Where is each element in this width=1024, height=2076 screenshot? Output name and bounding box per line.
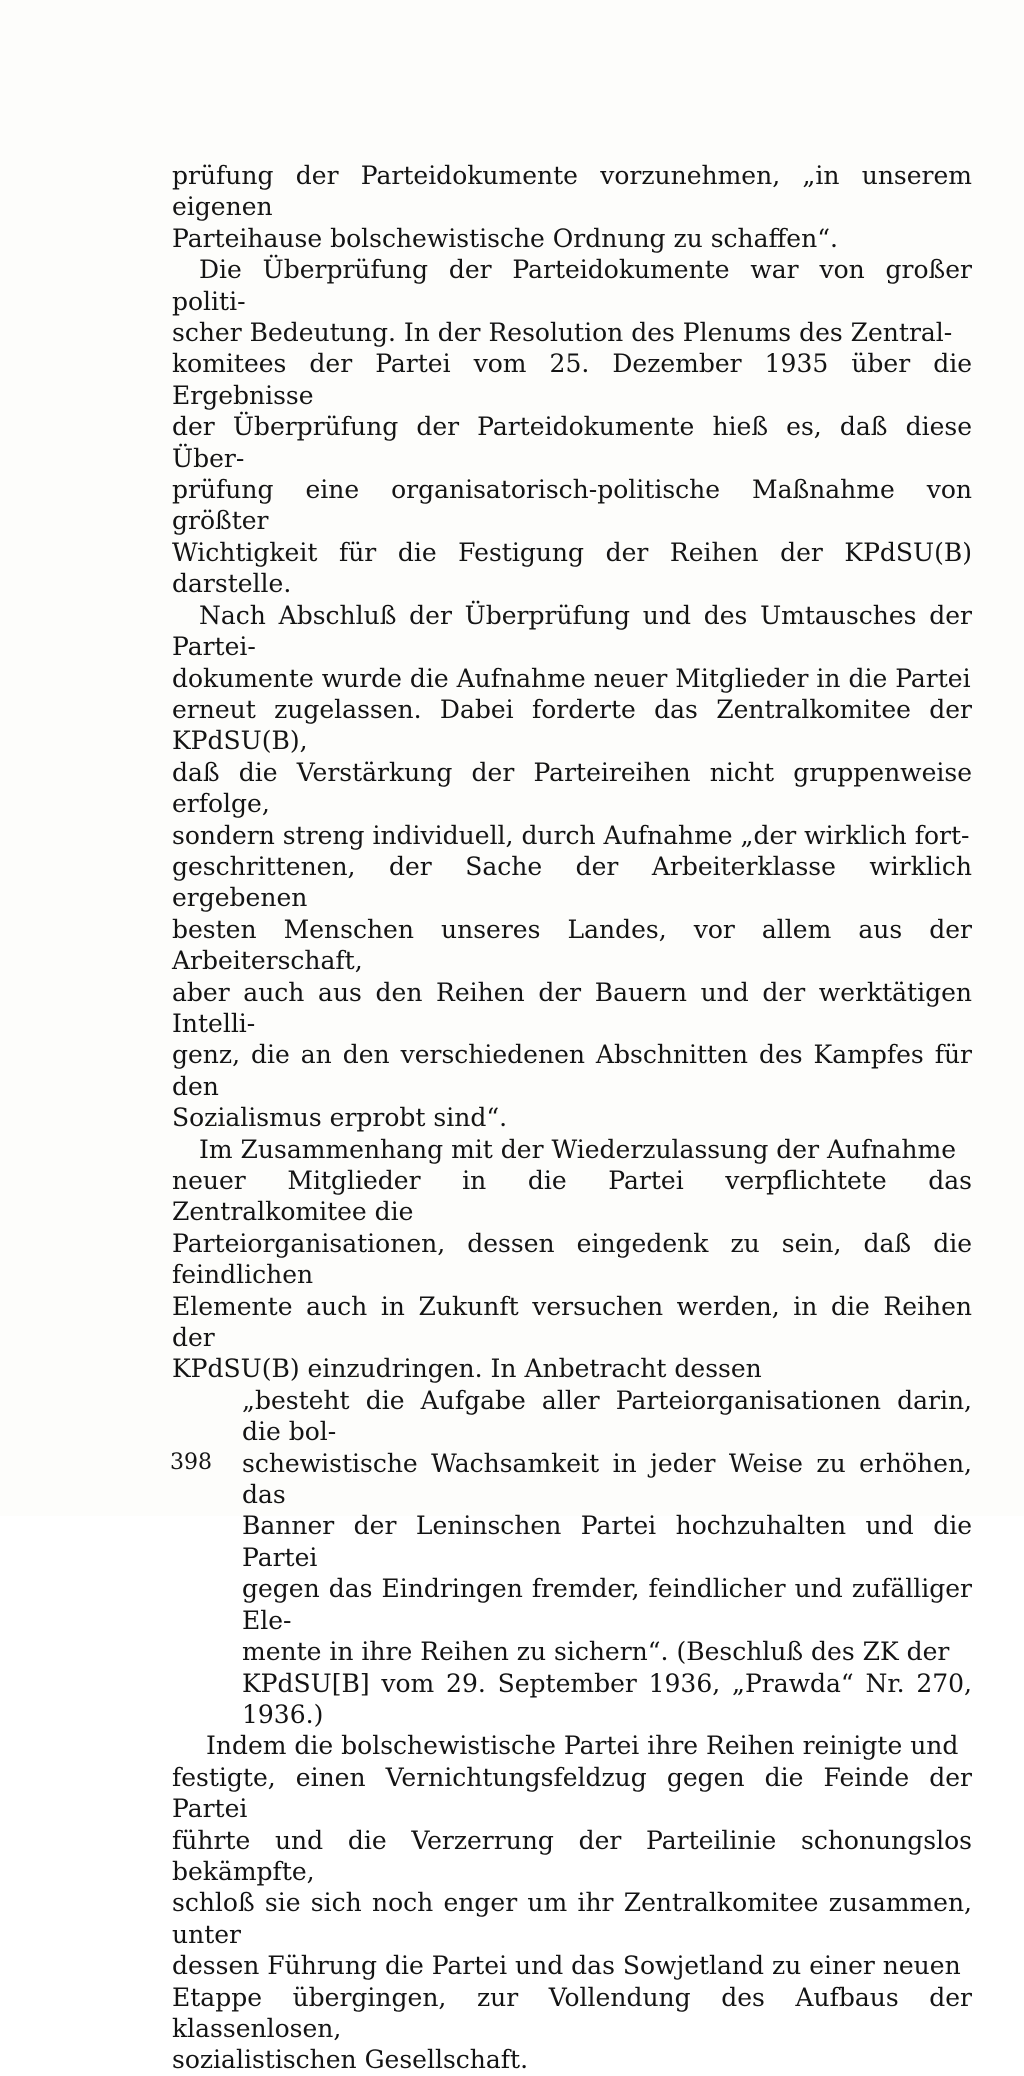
paragraph-3: Nach Abschluß der Überprüfung und des Umtausches der Partei- dokumente wurde die Aufnahme neuer Mitglieder in die Partei erneut zugelassen. Dabei forderte das Zentralkomitee der KPdSU(B), daß die Verstärkung der Parteireihen nicht gruppenweise erfolge, sondern streng individuell, durch Aufnahme „der wirklich fort- geschrittenen, der Sache der Arbeiterklasse wirklich ergebenen besten Menschen unseres Landes, vor allem aus der Arbeiterschaft, aber auch aus den Reihen der Bauern und der werktätigen Intelli- genz, die an den verschiedenen Abschnitten des Kampfes für den Sozialismus erprobt sind“.	[172, 600, 972, 1133]
page-number: 398	[170, 1450, 212, 1475]
block-quote: „besteht die Aufgabe aller Parteiorganisationen darin, die bol- schewistische Wachsamkeit in jeder Weise zu erhöhen, das Banner der Leninschen Partei hochzuhalten und die Partei gegen das Eindringen fremder, feindlicher und zufälliger Ele- mente in ihre Reihen zu sichern“. (Beschluß des ZK der KPdSU[B] vom 29. September 1936, „Prawda“ Nr. 270, 1936.)	[242, 1385, 972, 1729]
body-text	[172, 160, 972, 2076]
paragraph-1: prüfung der Parteidokumente vorzunehmen, „in unserem eigenen Parteihause bolschewistische Ordnung zu schaffen“.	[172, 161, 972, 253]
paragraph-4: Im Zusammenhang mit der Wiederzulassung der Aufnahme neuer Mitglieder in die Partei verpflichtete das Zentralkomitee die Parteiorganisationen, dessen eingedenk zu sein, daß die feindlichen Elemente auch in Zukunft versuchen werden, in die Reihen der KPdSU(B) einzudringen. In Anbetracht dessen	[172, 1134, 972, 1384]
paragraph-5: Indem die bolschewistische Partei ihre Reihen reinigte und festigte, einen Vernichtungsfeldzug gegen die Feinde der Partei führte und die Verzerrung der Parteilinie schonungslos bekämpfte, schloß sie sich noch enger um ihr Zentralkomitee zusammen, unter dessen Führung die Partei und das Sowjetland zu einer neuen Etappe übergingen, zur Vollendung des Aufbaus der klassenlosen, sozialistischen Gesellschaft.	[172, 1731, 972, 2075]
paragraph-2: Die Überprüfung der Parteidokumente war von großer politi- scher Bedeutung. In der Resolution des Plenums des Zentral- komitees der Partei vom 25. Dezember 1935 über die Ergebnisse der Überprüfung der Parteidokumente hieß es, daß diese Über- prüfung eine organisatorisch-politische Maßnahme von größter Wichtigkeit für die Festigung der Reihen der KPdSU(B) darstelle.	[172, 255, 972, 599]
